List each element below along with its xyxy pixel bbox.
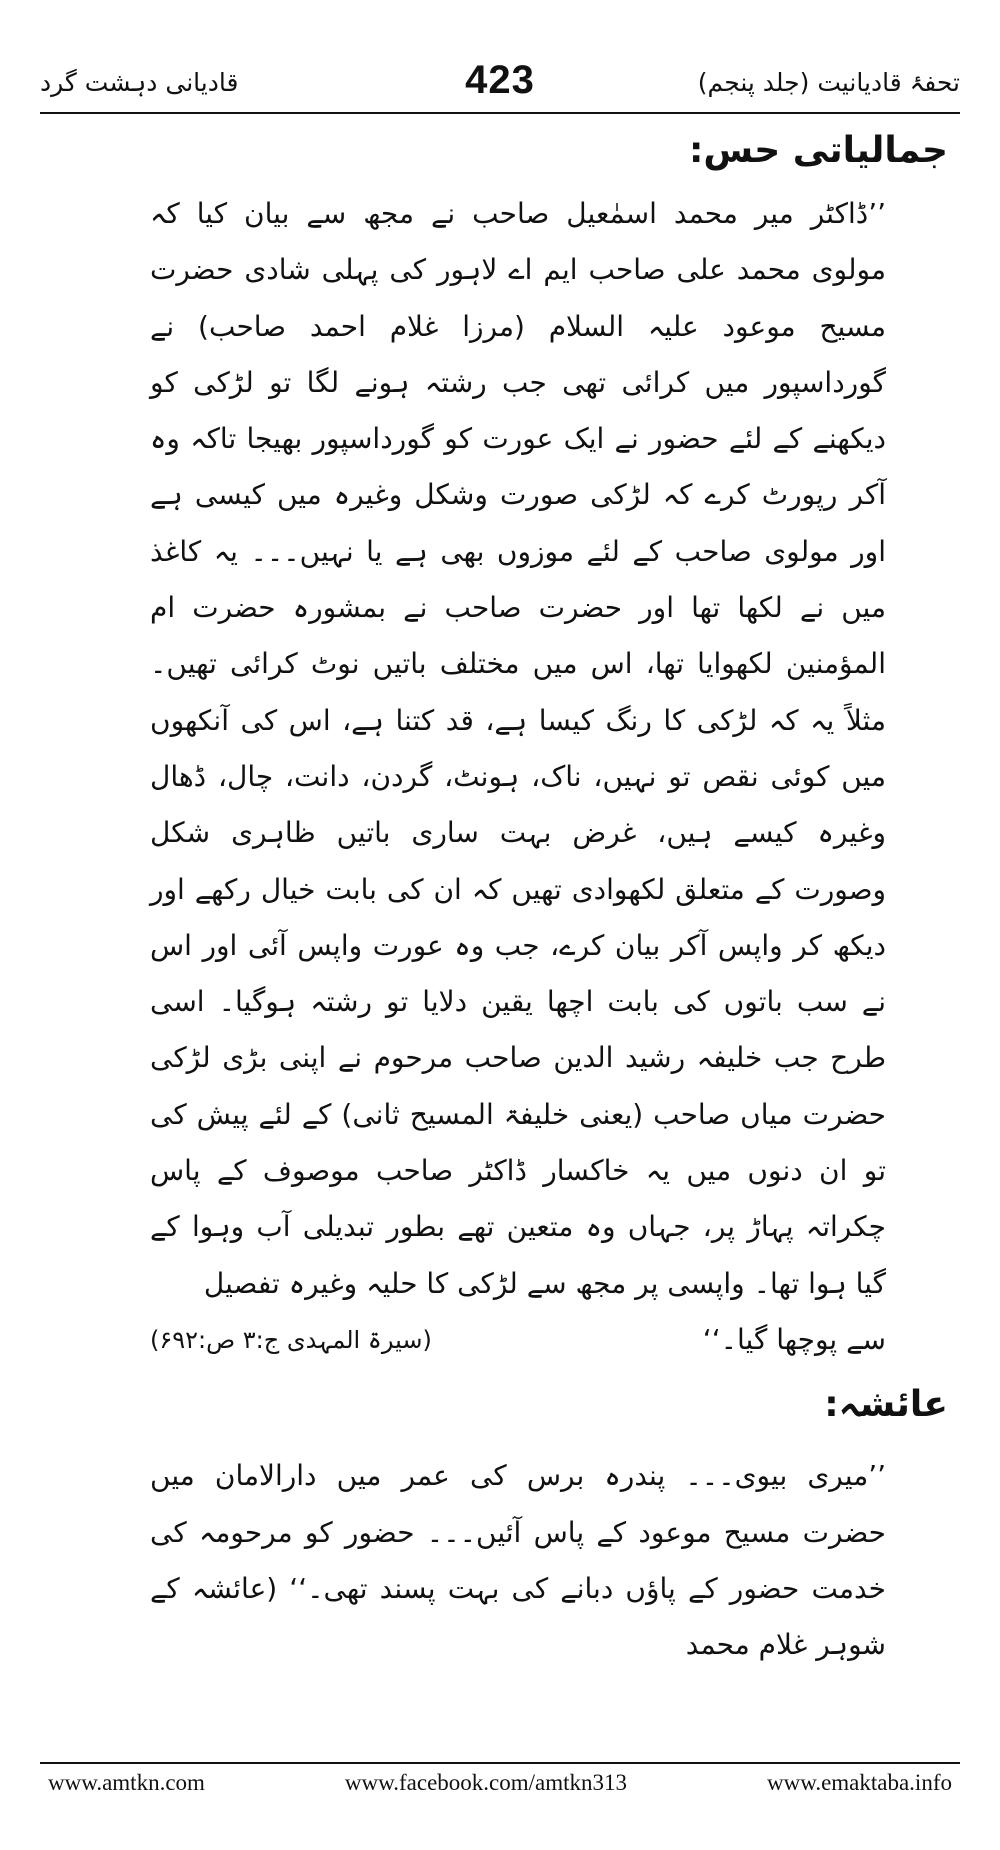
quote-closing-line bbox=[150, 1312, 948, 1368]
section-heading-aesthetic-sense: جمالیاتی حس: bbox=[688, 130, 948, 171]
aisha-paragraph: ’’میری بیوی۔۔۔ پندرہ برس کی عمر میں دارالامان میں حضرت مسیح موعود کے پاس آئیں۔۔۔ حضور کو مرحومہ کی خدمت حضور کے پاؤں دبانے کی بہت پسند تھی۔‘‘ (عائشہ کے شوہر غلام محمد bbox=[150, 1459, 886, 1662]
footer-divider bbox=[40, 1762, 960, 1764]
book-title: تحفۂ قادیانیت (جلد پنجم) bbox=[697, 68, 960, 97]
source-citation: (سیرۃ المہدی ج:۳ ص:۶۹۲) bbox=[150, 1325, 432, 1354]
quote-paragraph: ’’ڈاکٹر میر محمد اسمٰعیل صاحب نے مجھ سے بیان کیا کہ مولوی محمد علی صاحب ایم اے لاہور کی پہلی شادی حضرت مسیح موعود علیہ السلام (مرزا غلام احمد صاحب) نے گورداسپور میں کرائی تھی جب رشتہ ہونے لگا تو لڑکی کو دیکھنے کے لئے حضور نے ایک عورت کو گورداسپور بھیجا تاکہ وہ آکر رپورٹ کرے کہ لڑکی صورت وشکل وغیرہ میں کیسی ہے اور مولوی صاحب کے لئے موزوں بھی ہے یا نہیں۔۔۔ یہ کاغذ میں نے لکھا تھا اور حضرت صاحب نے بمشورہ حضرت ام المؤمنین لکھوایا تھا، اس میں مختلف باتیں نوٹ کرائی تھیں۔ مثلاً یہ کہ لڑکی کا رنگ کیسا ہے، قد کتنا ہے، اس کی آنکھوں میں کوئی نقص تو نہیں، ناک، ہونٹ، گردن، دانت، چال، ڈھال وغیرہ کیسے ہیں، غرض بہت ساری باتیں ظاہری شکل وصورت کے متعلق لکھوادی تھیں کہ ان کی بابت خیال رکھے اور دیکھ کر واپس آکر بیان کرے، جب وہ عورت واپس آئی اور اس نے سب باتوں کی بابت اچھا یقین دلایا تو رشتہ ہوگیا۔ اسی طرح جب خلیفہ رشید الدین صاحب مرحوم نے اپنی بڑی لڑکی حضرت میاں صاحب (یعنی خلیفۃ المسیح ثانی) کے لئے پیش کی تو ان دنوں میں یہ خاکسار ڈاکٹر صاحب موصوف کے پاس چکراتہ پہاڑ پر، جہاں وہ متعین تھے بطور تبدیلی آب وہوا کے گیا ہوا تھا۔ واپسی پر مجھ سے لڑکی کا حلیہ وغیرہ تفصیل bbox=[150, 197, 886, 1300]
page-number: 423 bbox=[465, 58, 535, 102]
page-header bbox=[40, 58, 960, 110]
footer-link-facebook[interactable]: www.facebook.com/amtkn313 bbox=[344, 1770, 628, 1795]
section-heading-aisha: عائشہ: bbox=[824, 1384, 948, 1426]
header-divider bbox=[40, 112, 960, 114]
chapter-title: قادیانی دہشت گرد bbox=[40, 68, 239, 97]
page-body bbox=[150, 118, 948, 1673]
footer-link-emaktaba[interactable]: www.emaktaba.info bbox=[766, 1770, 952, 1795]
page-footer bbox=[48, 1770, 952, 1804]
footer-link-amtkn[interactable]: www.amtkn.com bbox=[48, 1770, 205, 1795]
quote-last-line: سے پوچھا گیا۔‘‘ bbox=[702, 1322, 886, 1356]
